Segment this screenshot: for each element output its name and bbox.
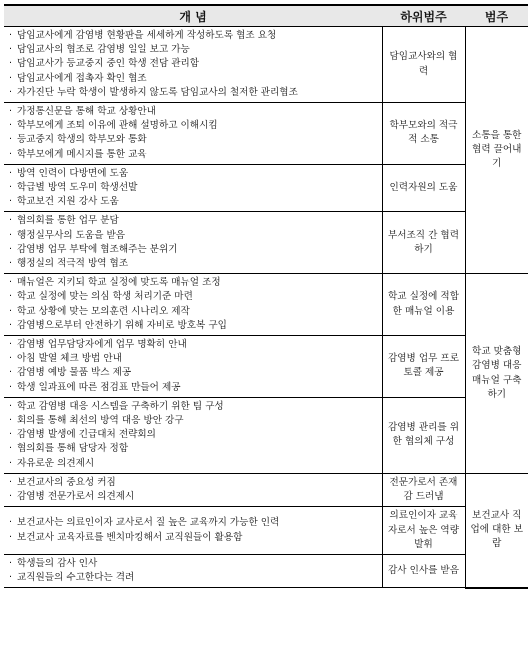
table-row: [4, 473, 528, 506]
subcategory-cell: 학교 실정에 적합한 매뉴얼 이용: [382, 274, 465, 336]
list-item: · 가정통신문을 통해 학교 상황안내: [8, 105, 379, 119]
list-item: · 담임교사에게 감염병 현황판을 세세하게 작성하도록 협조 요청: [8, 29, 379, 43]
concept-list: [4, 103, 382, 165]
list-item: · 담임교사의 협조로 감염병 일일 보고 가능: [8, 43, 379, 57]
header-concept: 개 념: [4, 5, 382, 27]
subcategory-cell: 담임교사와의 협력: [382, 27, 465, 103]
list-item: · 학생들의 감사 인사: [8, 557, 379, 571]
list-item: · 감염병 업무담당자에게 업무 명확히 안내: [8, 338, 379, 352]
subcategory-cell: 전문가로서 존재감 드러냄: [382, 473, 465, 506]
list-item: · 감염병 발생에 긴급대처 전략회의: [8, 428, 379, 442]
subcategory-cell: 감사 인사를 받음: [382, 554, 465, 587]
category-cell: 소통을 통한 협력 끌어내기: [465, 27, 528, 274]
list-item: · 학부모에게 메시지를 통한 교육: [8, 148, 379, 162]
concept-list: [4, 212, 382, 274]
list-item: · 자가진단 누락 학생이 발생하지 않도록 담임교사의 철저한 관리협조: [8, 86, 379, 100]
list-item: · 등교중지 학생의 학부모와 통화: [8, 133, 379, 147]
list-item: · 감염병 예방 물품 박스 제공: [8, 366, 379, 380]
list-item: · 학급별 방역 도우미 학생선발: [8, 181, 379, 195]
category-cell: 보건교사 직업에 대한 보람: [465, 473, 528, 587]
list-item: · 자유로운 의견제시: [8, 457, 379, 471]
list-item: · 회의를 통해 최선의 방역 대응 방안 강구: [8, 414, 379, 428]
table-row: [4, 507, 528, 555]
subcategory-cell: 의료인이자 교육자로서 높은 역량발휘: [382, 507, 465, 555]
list-item: · 학교 감염병 대응 시스템을 구축하기 위한 팀 구성: [8, 400, 379, 414]
list-item: · 보건교사의 중요성 커짐: [8, 476, 379, 490]
table-row: [4, 164, 528, 212]
list-item: · 협의회를 통한 업무 분담: [8, 214, 379, 228]
subcategory-cell: 학부모와의 적극적 소통: [382, 103, 465, 165]
category-cell: 학교 맞춤형 감염병 대응 매뉴얼 구축하기: [465, 274, 528, 474]
concept-list: [4, 274, 382, 336]
list-item: · 행정실무사의 도움을 받음: [8, 229, 379, 243]
list-item: · 학교보건 지원 강사 도움: [8, 195, 379, 209]
header-subcategory: 하위범주: [382, 5, 465, 27]
table-row: [4, 27, 528, 103]
subcategory-cell: 부서조직 간 협력하기: [382, 212, 465, 274]
table-row: [4, 274, 528, 336]
table-row: [4, 397, 528, 473]
list-item: · 보건교사는 의료인이자 교사로서 질 높은 교육까지 가능한 인력: [8, 516, 379, 530]
list-item: · 담임교사에게 접촉자 확인 협조: [8, 72, 379, 86]
list-item: · 학부모에게 조퇴 이유에 관해 설명하고 이해시킴: [8, 119, 379, 133]
concept-list: [4, 397, 382, 473]
table-row: [4, 212, 528, 274]
list-item: · 감염병 전문가로서 의견제시: [8, 490, 379, 504]
table-row: [4, 103, 528, 165]
list-item: · 학생 일과표에 따른 점검표 만들어 제공: [8, 381, 379, 395]
list-item: · 교직원들의 수고한다는 격려: [8, 571, 379, 585]
list-item: · 학교 실정에 맞는 의심 학생 처리기준 마련: [8, 290, 379, 304]
list-item: · 감염병 업무 부탁에 협조해주는 분위기: [8, 243, 379, 257]
list-item: · 매뉴얼은 지키되 학교 실정에 맞도록 매뉴얼 조정: [8, 276, 379, 290]
concept-list: [4, 473, 382, 506]
subcategory-cell: 인력자원의 도움: [382, 164, 465, 212]
list-item: · 담임교사가 등교중지 중인 학생 전담 관리함: [8, 57, 379, 71]
header-category: 범주: [465, 5, 528, 27]
concept-list: [4, 336, 382, 398]
concept-list: [4, 507, 382, 555]
list-item: · 학교 상황에 맞는 모의훈련 시나리오 제작: [8, 305, 379, 319]
header-row: [4, 5, 528, 27]
subcategory-cell: 감염병 관리를 위한 협의체 구성: [382, 397, 465, 473]
concept-category-table: [4, 4, 528, 589]
list-item: · 감염병으로부터 안전하기 위해 자비로 방호복 구입: [8, 319, 379, 333]
concept-list: [4, 27, 382, 103]
list-item: · 아침 발열 체크 방법 안내: [8, 352, 379, 366]
list-item: · 행정실의 적극적 방역 협조: [8, 257, 379, 271]
concept-list: [4, 554, 382, 587]
concept-list: [4, 164, 382, 212]
table-row: [4, 554, 528, 587]
table-row: [4, 336, 528, 398]
list-item: · 협의회를 통해 담당자 정함: [8, 442, 379, 456]
list-item: · 보건교사 교육자료를 벤치마킹해서 교직원들이 활용함: [8, 531, 379, 545]
list-item: · 방역 인력이 다방면에 도움: [8, 167, 379, 181]
subcategory-cell: 감염병 업무 프로토콜 제공: [382, 336, 465, 398]
